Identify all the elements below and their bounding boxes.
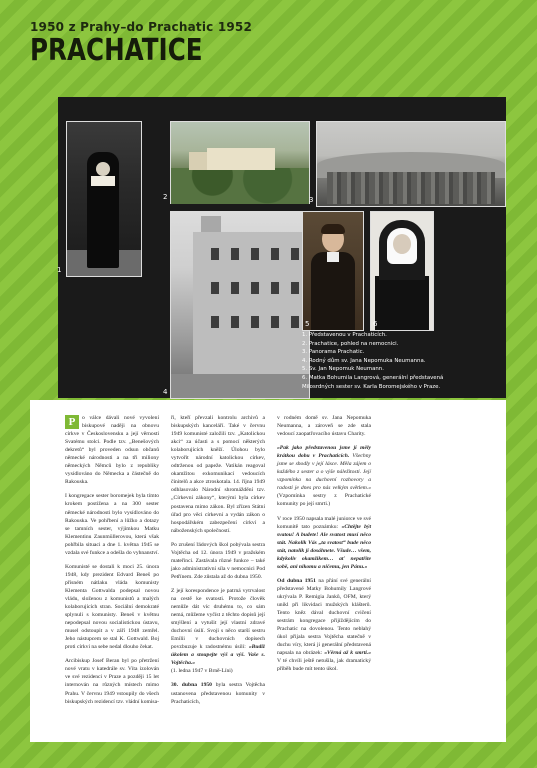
caption-line: 1. Představenou v Prachaticích. <box>302 332 387 338</box>
paragraph: ři, kteří převzali kontrolu archivů a biskupských kanceláří. Také v červnu 1949 komunisté založili tzv. „Katolickou akci“ za účasti a s pomocí některých kolaborujících kněží. Úlohou bylo vytvořit národní katolickou církev, odtrženou od papeže. Vatikán reagoval okamžitou exkomunikací vedoucích činitelů a akce ztroskotala. 14. října 1949 odhlasovalo Národní shromáždění tzv. „Církevní zákony“, kterými byla církev postavena mimo zákon. Byl zřízen Státní úřad pro věci církevní a vydán zákon o hospodářském zabezpečení církví a náboženských společností. <box>171 415 265 534</box>
paragraph: V roce 1950 napsala malé juniorce ve své komunitě tato poznámku: <box>277 515 371 530</box>
photo-number: 6 <box>373 320 378 328</box>
paragraph: Po zrušení řádových škol pobývala sestra Vojtěcha od 12. února 1949 v pražském mateřinci. Zastávala různé funkce – také jako administrativní síla v nemocnici Pod Petřínem. Zde zůstala až do dubna 1950. <box>171 541 265 580</box>
paragraph: v rodném domě sv. Jana Nepomuka Neumanna, a zároveň se zde stala vedoucí zaopatřovacího ústavu Charity. <box>277 415 371 438</box>
caption-line: 4. Rodný dům sv. Jana Nepomuka Neumanna. <box>302 357 426 364</box>
quote-source: (1. ledna 1947 v Brně-Líni) <box>171 668 233 675</box>
paragraph: V té chvíli ještě netušila, jak dramatický příběh bude mít tento úkol. <box>277 658 371 673</box>
photo-collage <box>58 97 506 398</box>
paragraph: I kongregace sester boromejek byla tímto krokem postižena a na 300 sester německé národnosti bylo vysídlováno do Rakouska. Ve pohřbení a lůžko a dotazy se tamních sester, výjimkou Matku Klementinu Zaunmüllerovou, která však pohřbila situaci a dne 1. května 1945 se vzdala své funkce a odešla do vyhnanství. <box>65 493 159 556</box>
drop-cap: P <box>65 415 79 429</box>
photo-number: 2 <box>163 193 168 201</box>
photo-town-panorama <box>309 121 506 207</box>
quote: «Pak jako představenou jsme jí měly krátkou dobu v Prachaticích. <box>277 445 371 460</box>
photo-number: 4 <box>163 388 168 396</box>
photo-number: 5 <box>305 320 310 328</box>
text-column-2 <box>171 414 265 712</box>
poster-subtitle: 1950 z Prahy–do Prachatic 1952 <box>30 20 253 34</box>
photo-neumann-birthplace <box>163 211 310 399</box>
paragraph: Komunisté se dostali k moci 25. února 1948, kdy prezident Edvard Beneš po přísném nátlaku vláda komunisty Klementa Gottwalda podepsal novou vládu, složenou z komunistů a malých kolaborujících stran. Sociální demokraté splynuli s komunisty. Beneš v květnu nepodepsal novou socialistickou ústavu, musel odstoupit a v září 1948 zemřel. Jeho nástupcem se stal K. Gottwald. Boj proti církvi na sebe nedal dlouho čekat. <box>65 563 159 651</box>
paragraph: o válce dávali nové vyvolení biskupové naději na obnovu církve v Československu a její věrnosti Svatému stolci. Podle tzv. „Benešových dekretů“ byl proveden odsun občanů německé národnosti a na tři miliony německých Němců bylo z republiky vysídlováno do Německa a částečně do Rakouska. <box>65 415 159 486</box>
caption-line: 3. Panorama Prachatic. <box>302 349 365 356</box>
poster-title: PRACHATICE <box>30 33 203 68</box>
paragraph: byla sestra Vojtěcha ustanovena představenou komunity v Prachaticích, <box>171 682 266 705</box>
photo-number: 1 <box>57 266 62 274</box>
quote: «Budiž úkolem a stoupejte výš a výš. Vaše s. Vojtěcha.» <box>171 644 265 667</box>
paragraph: Z její korespondence je patrná vytrvalost na cestě ke svatosti. Protože člověk nemůže dát víc druhému to, co sám nemá, můžeme vyčíst z těchto dopisů její smýšlení a vytušit její vlastní zdravé duchovní úsilí. Svoji s něco starší sestru Emílii v duchovních dopisech povzbuzuje k radostnému úsilí: <box>171 587 265 651</box>
quote-source: (Vzpomínka sestry z Prachatické komunity po její smrti.) <box>277 493 371 508</box>
photo-saint-neumann <box>302 211 364 331</box>
photo-number: 3 <box>309 196 314 204</box>
quote: «Věrná až k smrti.» <box>324 650 371 657</box>
poster <box>30 20 506 742</box>
paragraph: Všechny jsme se shodly v její lásce. Měla zájem o každého z sester a o výše náležitosti. Její vzpomínka na duchovní rozhovory a radosti je dnes pro nás velkým světlem.» <box>277 453 371 492</box>
photo-caption <box>302 331 498 391</box>
photo-mother-langrova <box>370 211 434 331</box>
caption-line: 5. Sv. Jan Nepomuk Neumann. <box>302 366 384 373</box>
caption-line: Milosrdných sester sv. Karla Boromejského v Praze. <box>302 383 441 390</box>
paragraph: Arcibiskup Josef Beran byl po přetržení nové vratu v katedrále sv. Víta izolován ve své rezidenci v Praze a později 15 let internován na různých místech mimo Prahu. V červnu 1949 vstoupily do všech biskupských rezidencí tzv. vládní komisa- <box>65 658 159 705</box>
text-column-1 <box>65 414 159 712</box>
article-text <box>30 400 506 742</box>
paragraph: na přání své generální představené Matky Bohumily Langrové ukrývala P. Remigia Janků, OFM, který unikl při likvidaci mužských klášterů. Tento kněz dával duchovní cvičení sestrám kongregace přijíždějícím do Prachatic na dovolenou. Tento neblahý úkol přijala sestra Vojtěcha statečně v duchu víry, která ji generální představená napsala na obrázek: <box>277 577 371 657</box>
caption-line: 2. Prachatice, pohled na nemocnici. <box>302 340 399 347</box>
text-column-3 <box>277 414 371 712</box>
quote: «Chtějte být svatou! A budete! Ale svatost musí něco stát. Nakolik Vás „ta svatost“ bude něco stát, natolik jí dosáhnete. Všude… všem, kdykoliv okamžikem… ať nepatříte sobě, ani nikomu a ničemu, jen Pánu.» <box>277 523 372 570</box>
photo-hospital-view <box>163 121 310 204</box>
photo-nun-portrait <box>57 121 142 277</box>
caption-line: 6. Matka Bohumila Langrová, generální představená <box>302 374 444 381</box>
date-highlight: 30. dubna 1950 <box>171 682 212 689</box>
date-highlight: Od dubna 1951 <box>277 577 316 584</box>
